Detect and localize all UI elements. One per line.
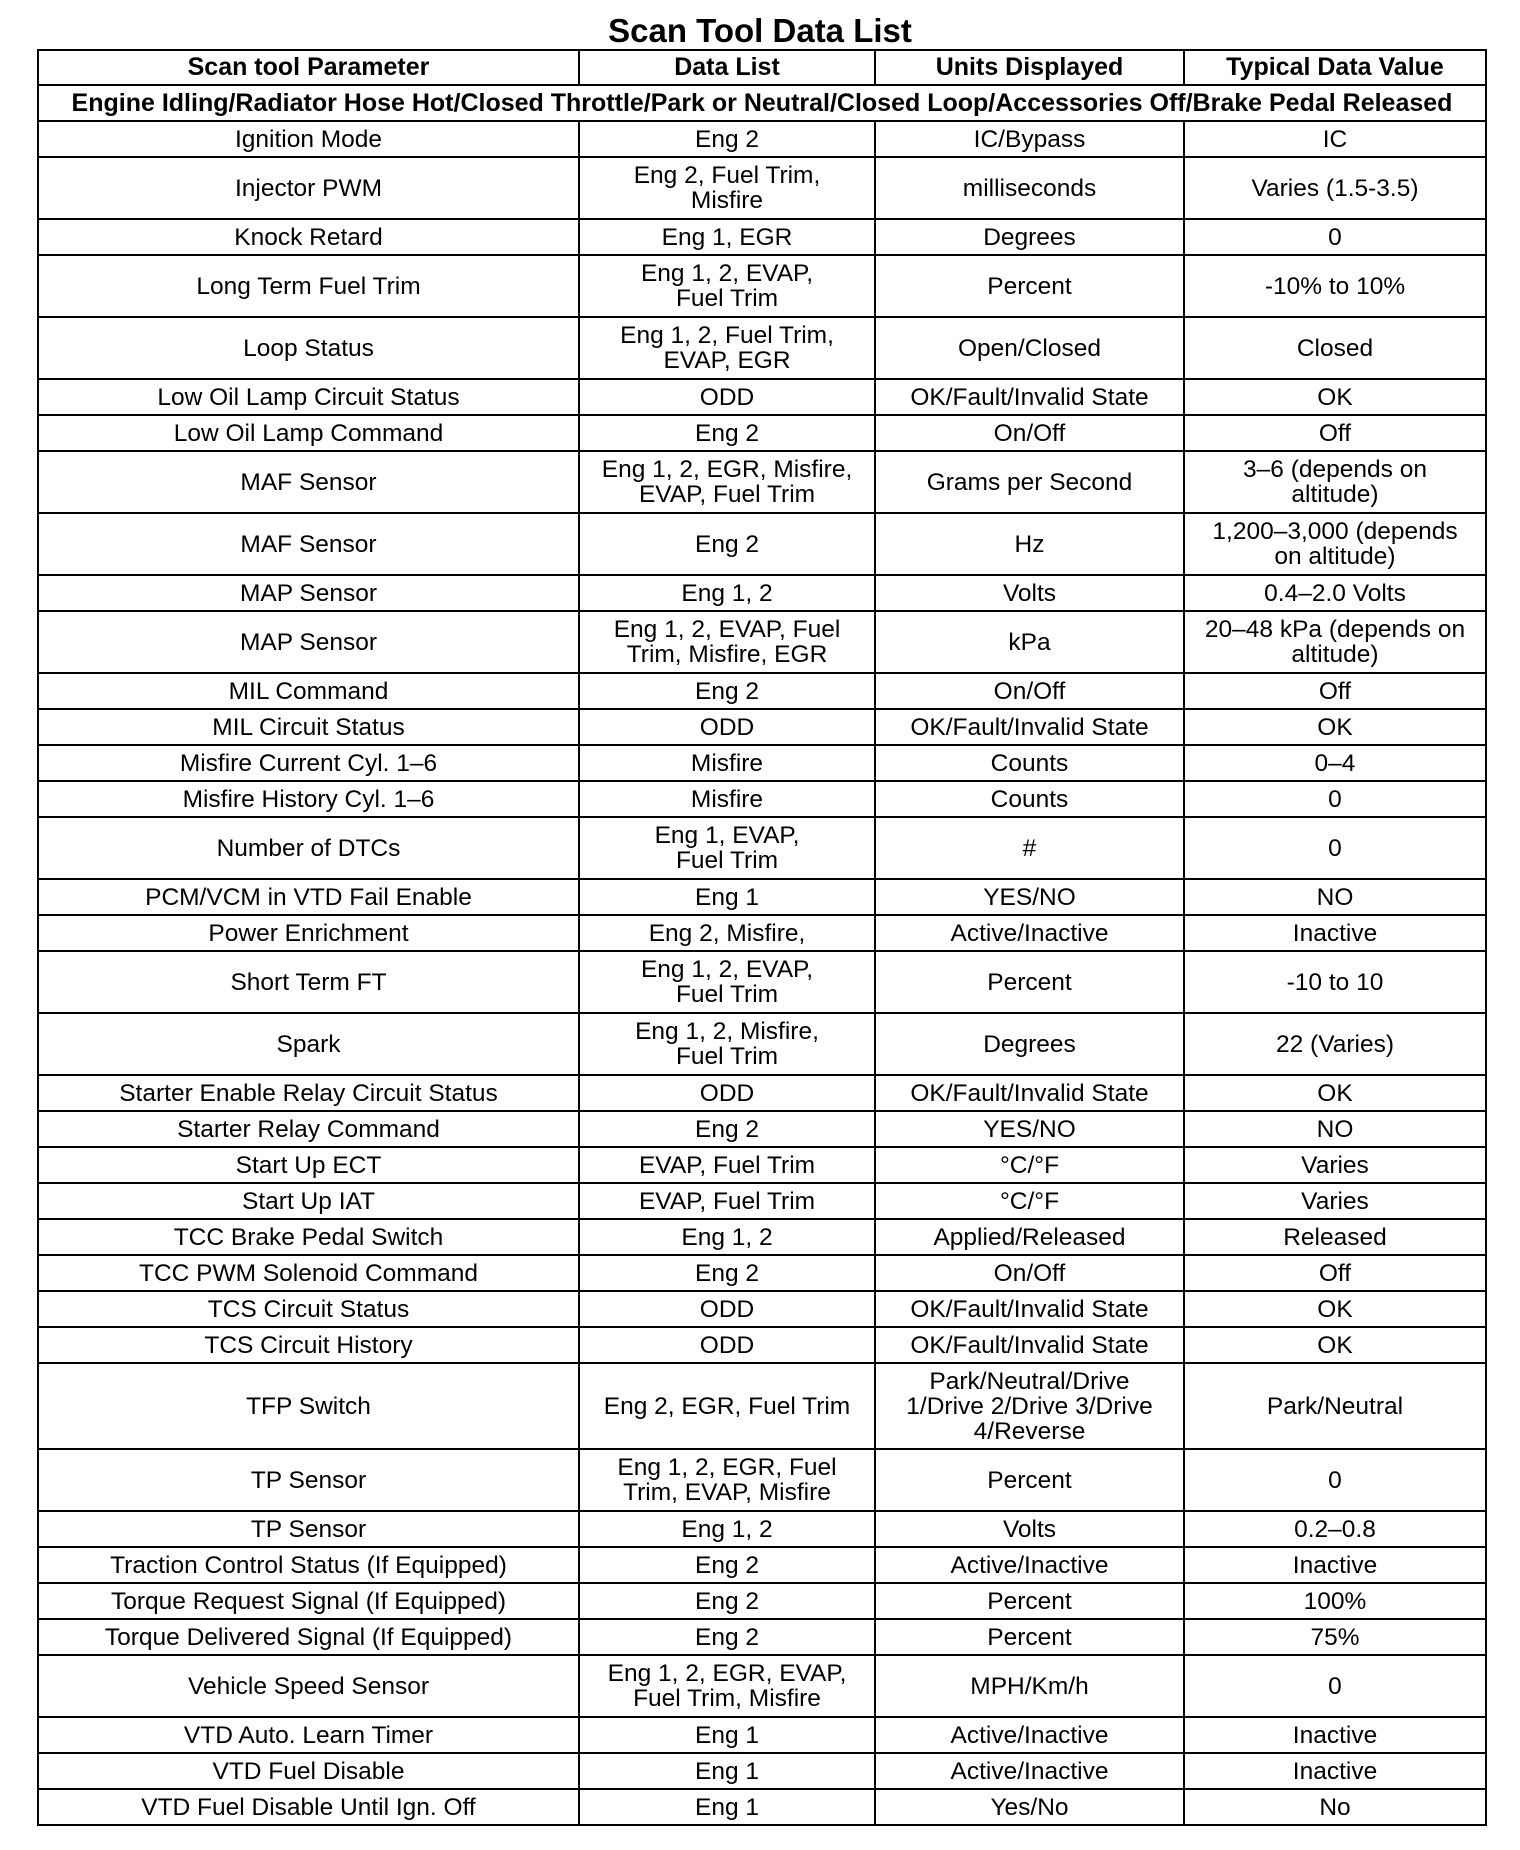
table-row [38, 1717, 1486, 1753]
cell-parameter: Ignition Mode [38, 121, 579, 157]
column-header-units: Units Displayed [875, 50, 1184, 85]
cell-data-list: EVAP, Fuel Trim [579, 1147, 875, 1183]
cell-data-list: Eng 2, Misfire, [579, 915, 875, 951]
cell-typical-value: 0 [1184, 1449, 1486, 1511]
cell-parameter: TCS Circuit Status [38, 1291, 579, 1327]
cell-units: Degrees [875, 1013, 1184, 1075]
cell-units: Grams per Second [875, 451, 1184, 513]
column-header-data-list: Data List [579, 50, 875, 85]
column-header-typical-value: Typical Data Value [1184, 50, 1486, 85]
table-row [38, 745, 1486, 781]
cell-units: °C/°F [875, 1183, 1184, 1219]
cell-typical-value: 1,200–3,000 (depends on altitude) [1184, 513, 1486, 575]
cell-parameter: Long Term Fuel Trim [38, 255, 579, 317]
cell-data-list: Eng 1, 2, EGR, Fuel Trim, EVAP, Misfire [579, 1449, 875, 1511]
cell-data-list: Eng 2, EGR, Fuel Trim [579, 1363, 875, 1449]
cell-data-list: Misfire [579, 781, 875, 817]
scan-tool-data-table [37, 49, 1487, 1826]
cell-parameter: Power Enrichment [38, 915, 579, 951]
cell-units: YES/NO [875, 879, 1184, 915]
cell-typical-value: 0–4 [1184, 745, 1486, 781]
cell-units: Counts [875, 745, 1184, 781]
cell-units: Counts [875, 781, 1184, 817]
cell-parameter: Start Up ECT [38, 1147, 579, 1183]
cell-data-list: Eng 2 [579, 673, 875, 709]
table-row [38, 1327, 1486, 1363]
cell-units: IC/Bypass [875, 121, 1184, 157]
column-header-parameter: Scan tool Parameter [38, 50, 579, 85]
cell-parameter: Traction Control Status (If Equipped) [38, 1547, 579, 1583]
cell-parameter: MIL Circuit Status [38, 709, 579, 745]
cell-parameter: Loop Status [38, 317, 579, 379]
cell-parameter: VTD Auto. Learn Timer [38, 1717, 579, 1753]
cell-typical-value: 75% [1184, 1619, 1486, 1655]
table-row [38, 709, 1486, 745]
cell-data-list: ODD [579, 1327, 875, 1363]
cell-units: Percent [875, 1583, 1184, 1619]
cell-units: Yes/No [875, 1789, 1184, 1825]
cell-typical-value: Off [1184, 415, 1486, 451]
cell-data-list: Eng 1, EGR [579, 219, 875, 255]
cell-typical-value: NO [1184, 1111, 1486, 1147]
cell-data-list: ODD [579, 1075, 875, 1111]
table-row [38, 611, 1486, 673]
cell-units: On/Off [875, 1255, 1184, 1291]
cell-units: Volts [875, 1511, 1184, 1547]
cell-typical-value: 0.2–0.8 [1184, 1511, 1486, 1547]
condition-text: Engine Idling/Radiator Hose Hot/Closed Throttle/Park or Neutral/Closed Loop/Accessories Off/Brake Pedal Released [38, 85, 1486, 121]
cell-parameter: TCC Brake Pedal Switch [38, 1219, 579, 1255]
cell-units: On/Off [875, 415, 1184, 451]
cell-data-list: Eng 1 [579, 879, 875, 915]
table-row [38, 317, 1486, 379]
cell-units: Hz [875, 513, 1184, 575]
cell-parameter: Torque Delivered Signal (If Equipped) [38, 1619, 579, 1655]
cell-parameter: TP Sensor [38, 1449, 579, 1511]
table-row [38, 1183, 1486, 1219]
cell-data-list: ODD [579, 1291, 875, 1327]
cell-parameter: Low Oil Lamp Command [38, 415, 579, 451]
cell-parameter: Starter Relay Command [38, 1111, 579, 1147]
table-row [38, 1075, 1486, 1111]
table-row [38, 1255, 1486, 1291]
cell-parameter: Misfire History Cyl. 1–6 [38, 781, 579, 817]
cell-units: Active/Inactive [875, 1547, 1184, 1583]
cell-typical-value: 22 (Varies) [1184, 1013, 1486, 1075]
cell-data-list: Eng 2, Fuel Trim, Misfire [579, 157, 875, 219]
cell-units: °C/°F [875, 1147, 1184, 1183]
table-row [38, 575, 1486, 611]
cell-units: YES/NO [875, 1111, 1184, 1147]
cell-units: Active/Inactive [875, 1717, 1184, 1753]
cell-typical-value: OK [1184, 1291, 1486, 1327]
table-row [38, 1363, 1486, 1449]
cell-parameter: MAP Sensor [38, 575, 579, 611]
cell-parameter: Short Term FT [38, 951, 579, 1013]
table-row [38, 1655, 1486, 1717]
table-row [38, 673, 1486, 709]
cell-units: # [875, 817, 1184, 879]
cell-data-list: Eng 1, 2 [579, 575, 875, 611]
cell-typical-value: 0 [1184, 219, 1486, 255]
cell-typical-value: 0.4–2.0 Volts [1184, 575, 1486, 611]
page-title: Scan Tool Data List [608, 12, 912, 49]
cell-typical-value: Inactive [1184, 1717, 1486, 1753]
table-row [38, 415, 1486, 451]
cell-data-list: Eng 1, EVAP, Fuel Trim [579, 817, 875, 879]
cell-typical-value: No [1184, 1789, 1486, 1825]
table-row [38, 781, 1486, 817]
cell-typical-value: 0 [1184, 817, 1486, 879]
cell-units: Percent [875, 1619, 1184, 1655]
cell-parameter: MAF Sensor [38, 513, 579, 575]
cell-typical-value: Park/Neutral [1184, 1363, 1486, 1449]
cell-parameter: Vehicle Speed Sensor [38, 1655, 579, 1717]
cell-parameter: MAF Sensor [38, 451, 579, 513]
cell-data-list: Eng 2 [579, 415, 875, 451]
cell-typical-value: Varies [1184, 1183, 1486, 1219]
cell-parameter: TP Sensor [38, 1511, 579, 1547]
cell-data-list: Eng 2 [579, 1583, 875, 1619]
cell-data-list: Eng 1, 2 [579, 1511, 875, 1547]
cell-units: MPH/Km/h [875, 1655, 1184, 1717]
table-row [38, 513, 1486, 575]
cell-parameter: TCS Circuit History [38, 1327, 579, 1363]
cell-typical-value: -10 to 10 [1184, 951, 1486, 1013]
cell-parameter: Torque Request Signal (If Equipped) [38, 1583, 579, 1619]
table-row [38, 451, 1486, 513]
table-row [38, 379, 1486, 415]
cell-units: Percent [875, 951, 1184, 1013]
cell-typical-value: 3–6 (depends on altitude) [1184, 451, 1486, 513]
cell-parameter: Knock Retard [38, 219, 579, 255]
cell-data-list: Eng 2 [579, 1619, 875, 1655]
cell-parameter: Misfire Current Cyl. 1–6 [38, 745, 579, 781]
cell-data-list: Eng 1, 2, Fuel Trim, EVAP, EGR [579, 317, 875, 379]
cell-typical-value: Off [1184, 1255, 1486, 1291]
cell-parameter: MIL Command [38, 673, 579, 709]
table-row [38, 1619, 1486, 1655]
cell-units: OK/Fault/Invalid State [875, 379, 1184, 415]
cell-parameter: Number of DTCs [38, 817, 579, 879]
cell-typical-value: 20–48 kPa (depends on altitude) [1184, 611, 1486, 673]
cell-units: Degrees [875, 219, 1184, 255]
table-header-row [38, 50, 1486, 85]
cell-typical-value: IC [1184, 121, 1486, 157]
table-row [38, 1753, 1486, 1789]
cell-typical-value: NO [1184, 879, 1486, 915]
cell-data-list: Eng 2 [579, 1111, 875, 1147]
table-row [38, 817, 1486, 879]
cell-data-list: Eng 2 [579, 121, 875, 157]
cell-parameter: Low Oil Lamp Circuit Status [38, 379, 579, 415]
table-row [38, 951, 1486, 1013]
cell-typical-value: Closed [1184, 317, 1486, 379]
cell-typical-value: 0 [1184, 781, 1486, 817]
cell-data-list: EVAP, Fuel Trim [579, 1183, 875, 1219]
cell-parameter: Spark [38, 1013, 579, 1075]
cell-data-list: Eng 1, 2, EVAP, Fuel Trim [579, 255, 875, 317]
table-row [38, 219, 1486, 255]
cell-typical-value: 100% [1184, 1583, 1486, 1619]
cell-data-list: Eng 2 [579, 1255, 875, 1291]
cell-typical-value: OK [1184, 1075, 1486, 1111]
condition-row [38, 85, 1486, 121]
cell-parameter: Start Up IAT [38, 1183, 579, 1219]
cell-data-list: Eng 1, 2, EGR, Misfire, EVAP, Fuel Trim [579, 451, 875, 513]
cell-typical-value: OK [1184, 1327, 1486, 1363]
cell-data-list: Eng 1, 2, EGR, EVAP, Fuel Trim, Misfire [579, 1655, 875, 1717]
cell-typical-value: Inactive [1184, 1547, 1486, 1583]
cell-data-list: Misfire [579, 745, 875, 781]
cell-units: Park/Neutral/Drive 1/Drive 2/Drive 3/Drive 4/Reverse [875, 1363, 1184, 1449]
cell-units: Volts [875, 575, 1184, 611]
cell-units: OK/Fault/Invalid State [875, 709, 1184, 745]
cell-parameter: VTD Fuel Disable Until Ign. Off [38, 1789, 579, 1825]
cell-units: Percent [875, 1449, 1184, 1511]
cell-typical-value: Varies [1184, 1147, 1486, 1183]
cell-typical-value: -10% to 10% [1184, 255, 1486, 317]
cell-units: Applied/Released [875, 1219, 1184, 1255]
table-row [38, 1111, 1486, 1147]
table-row [38, 255, 1486, 317]
cell-units: Open/Closed [875, 317, 1184, 379]
cell-typical-value: Released [1184, 1219, 1486, 1255]
cell-data-list: Eng 1, 2, EVAP, Fuel Trim [579, 951, 875, 1013]
cell-parameter: TFP Switch [38, 1363, 579, 1449]
cell-parameter: TCC PWM Solenoid Command [38, 1255, 579, 1291]
cell-data-list: ODD [579, 379, 875, 415]
table-row [38, 1583, 1486, 1619]
cell-units: Active/Inactive [875, 915, 1184, 951]
cell-typical-value: 0 [1184, 1655, 1486, 1717]
cell-units: On/Off [875, 673, 1184, 709]
cell-data-list: Eng 1 [579, 1789, 875, 1825]
cell-parameter: PCM/VCM in VTD Fail Enable [38, 879, 579, 915]
table-row [38, 121, 1486, 157]
cell-units: OK/Fault/Invalid State [875, 1327, 1184, 1363]
table-row [38, 1449, 1486, 1511]
cell-units: kPa [875, 611, 1184, 673]
cell-parameter: VTD Fuel Disable [38, 1753, 579, 1789]
cell-typical-value: OK [1184, 379, 1486, 415]
cell-units: milliseconds [875, 157, 1184, 219]
cell-data-list: Eng 2 [579, 513, 875, 575]
cell-data-list: Eng 1 [579, 1753, 875, 1789]
table-row [38, 157, 1486, 219]
cell-data-list: Eng 1, 2 [579, 1219, 875, 1255]
cell-units: OK/Fault/Invalid State [875, 1291, 1184, 1327]
table-row [38, 1789, 1486, 1825]
table-row [38, 1147, 1486, 1183]
cell-parameter: Injector PWM [38, 157, 579, 219]
cell-typical-value: Inactive [1184, 915, 1486, 951]
cell-units: Active/Inactive [875, 1753, 1184, 1789]
table-row [38, 1219, 1486, 1255]
table-row [38, 1511, 1486, 1547]
table-row [38, 1291, 1486, 1327]
cell-parameter: Starter Enable Relay Circuit Status [38, 1075, 579, 1111]
table-row [38, 915, 1486, 951]
cell-units: Percent [875, 255, 1184, 317]
cell-data-list: Eng 1, 2, EVAP, Fuel Trim, Misfire, EGR [579, 611, 875, 673]
cell-data-list: ODD [579, 709, 875, 745]
cell-units: OK/Fault/Invalid State [875, 1075, 1184, 1111]
table-row [38, 1013, 1486, 1075]
cell-typical-value: OK [1184, 709, 1486, 745]
table-row [38, 1547, 1486, 1583]
cell-data-list: Eng 1 [579, 1717, 875, 1753]
table-row [38, 879, 1486, 915]
cell-data-list: Eng 2 [579, 1547, 875, 1583]
cell-parameter: MAP Sensor [38, 611, 579, 673]
cell-typical-value: Off [1184, 673, 1486, 709]
cell-data-list: Eng 1, 2, Misfire, Fuel Trim [579, 1013, 875, 1075]
cell-typical-value: Inactive [1184, 1753, 1486, 1789]
cell-typical-value: Varies (1.5-3.5) [1184, 157, 1486, 219]
